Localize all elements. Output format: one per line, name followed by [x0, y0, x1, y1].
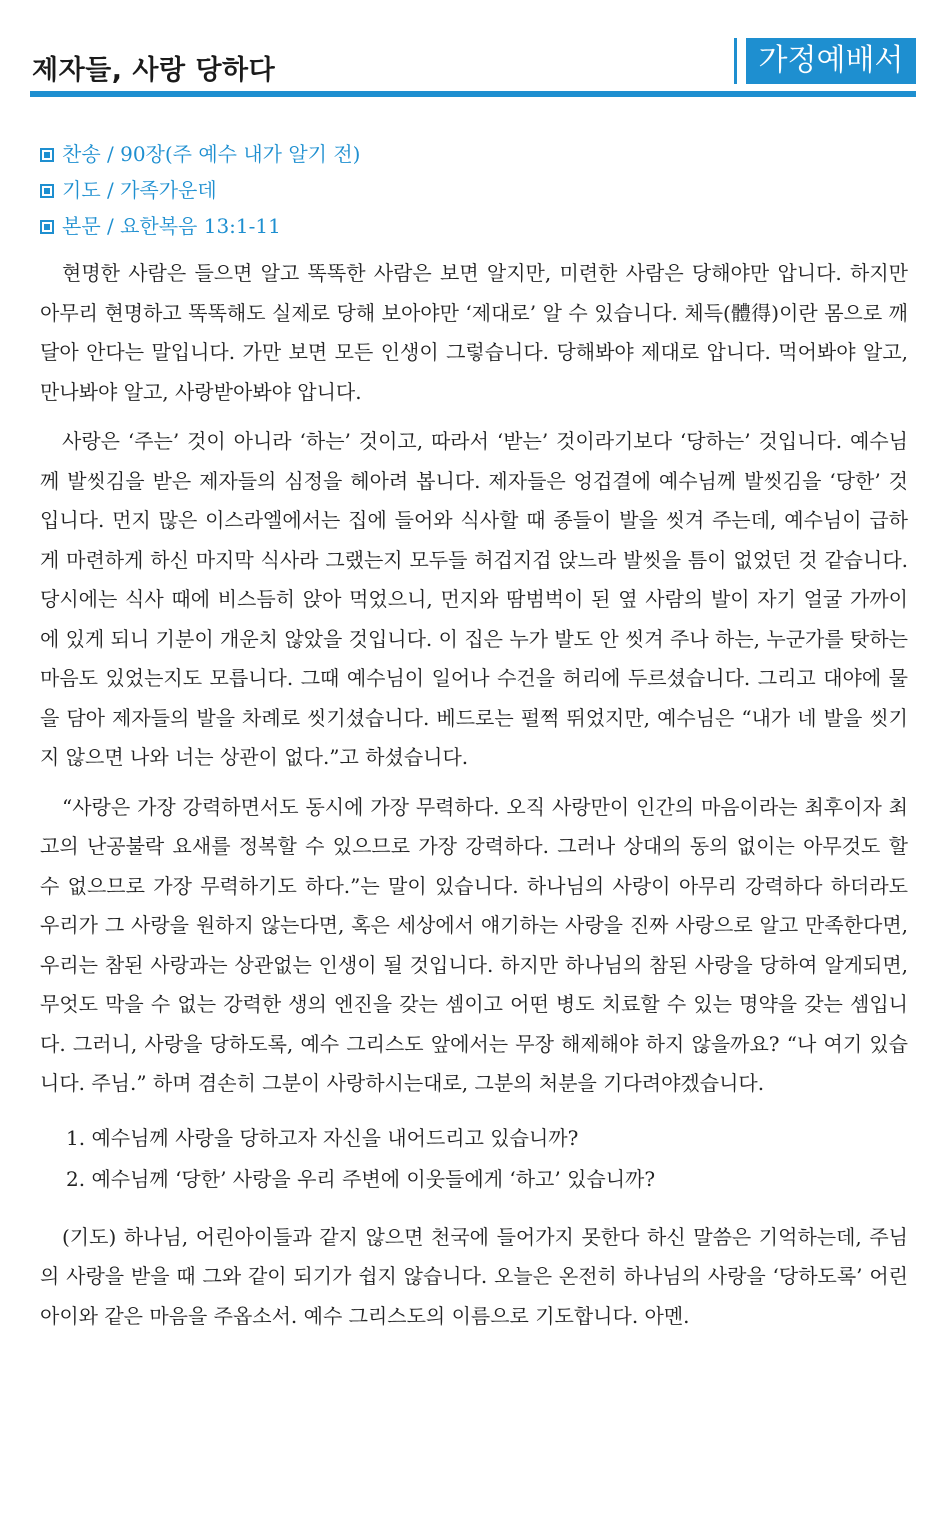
- reflection-questions: [66, 1118, 908, 1200]
- square-bullet-icon: [40, 220, 54, 234]
- page-title: 제자들, 사랑 당하다: [32, 55, 276, 86]
- paragraph-3: “사랑은 가장 강력하면서도 동시에 가장 무력하다. 오직 사랑만이 인간의 마음이라는 최후이자 최고의 난공불락 요새를 정복할 수 있으므로 가장 강력하다. 그러나 상대의 동의 없이는 아무것도 할 수 없으므로 가장 무력하기도 하다.”는 말이 있습니다. 하나님의 사랑이 아무리 강력하다 하더라도 우리가 그 사랑을 원하지 않는다면, 혹은 세상에서 얘기하는 사랑을 진짜 사랑으로 알고 만족한다면, 우리는 참된 사랑과는 상관없는 인생이 될 것입니다. 하지만 하나님의 참된 사랑을 당하여 알게되면, 무엇도 막을 수 없는 강력한 생의 엔진을 갖는 셈이고 어떤 병도 치료할 수 있는 명약을 갖는 셈입니다. 그러니, 사랑을 당하도록, 예수 그리스도 앞에서는 무장 해제해야 하지 않을까요? “나 여기 있습니다. 주님.” 하며 겸손히 그분이 사랑하시는대로, 그분의 처분을 기다려야겠습니다.: [40, 794, 908, 1095]
- section-badge: 가정예배서: [746, 38, 916, 84]
- header: [30, 30, 916, 94]
- question-2: 2. 예수님께 ‘당한’ 사랑을 우리 주변에 이웃들에게 ‘하고’ 있습니까?: [66, 1166, 656, 1191]
- hymn-text: 찬송 / 90장(주 예수 내가 알기 전): [62, 142, 361, 166]
- prayer-text: 기도 / 가족가운데: [62, 178, 217, 202]
- paragraph-2: 사랑은 ‘주는’ 것이 아니라 ‘하는’ 것이고, 따라서 ‘받는’ 것이라기보다 ‘당하는’ 것입니다. 예수님께 발씻김을 받은 제자들의 심정을 헤아려 봅니다. 제자들은 엉겁결에 예수님께 발씻김을 ‘당한’ 것입니다. 먼지 많은 이스라엘에서는 집에 들어와 식사할 때 종들이 발을 씻겨 주는데, 예수님이 급하게 마련하게 하신 마지막 식사라 그랬는지 모두들 허겁지겁 앉느라 발씻을 틈이 없었던 것 같습니다. 당시에는 식사 때에 비스듬히 앉아 먹었으니, 먼지와 땀범벅이 된 옆 사람의 발이 자기 얼굴 가까이에 있게 되니 기분이 개운치 않았을 것입니다. 이 집은 누가 발도 안 씻겨 주나 하는, 누군가를 탓하는 마음도 있었는지도 모릅니다. 그때 예수님이 일어나 수건을 허리에 두르셨습니다. 그리고 대야에 물을 담아 제자들의 발을 차례로 씻기셨습니다. 베드로는 펄쩍 뛰었지만, 예수님은 “내가 네 발을 씻기지 않으면 나와 너는 상관이 없다.”고 하셨습니다.: [40, 429, 908, 769]
- hymn-line: [40, 136, 910, 172]
- paragraph-1: 현명한 사람은 들으면 알고 똑똑한 사람은 보면 알지만, 미련한 사람은 당해야만 압니다. 하지만 아무리 현명하고 똑똑해도 실제로 당해 보아야만 ‘제대로’ 알 수 있습니다. 체득(體得)이란 몸으로 깨달아 안다는 말입니다. 가만 보면 모든 인생이 그렇습니다. 당해봐야 제대로 압니다. 먹어봐야 알고, 만나봐야 알고, 사랑받아봐야 압니다.: [40, 261, 908, 404]
- question-1: 1. 예수님께 사랑을 당하고자 자신을 내어드리고 있습니까?: [66, 1125, 579, 1150]
- closing-prayer: (기도) 하나님, 어린아이들과 같지 않으면 천국에 들어가지 못한다 하신 말씀은 기억하는데, 주님의 사랑을 받을 때 그와 같이 되기가 쉽지 않습니다. 오늘은 온전히 하나님의 사랑을 ‘당하도록’ 어린아이와 같은 마음을 주옵소서. 예수 그리스도의 이름으로 기도합니다. 아멘.: [40, 1224, 908, 1328]
- badge-divider: [734, 38, 737, 84]
- scripture-line: [40, 208, 910, 244]
- scripture-text: 본문 / 요한복음 13:1-11: [62, 214, 281, 238]
- header-rule: [30, 91, 916, 97]
- square-bullet-icon: [40, 148, 54, 162]
- worship-info: [40, 136, 910, 244]
- prayer-line: [40, 172, 910, 208]
- square-bullet-icon: [40, 184, 54, 198]
- sermon-body: [40, 254, 908, 1336]
